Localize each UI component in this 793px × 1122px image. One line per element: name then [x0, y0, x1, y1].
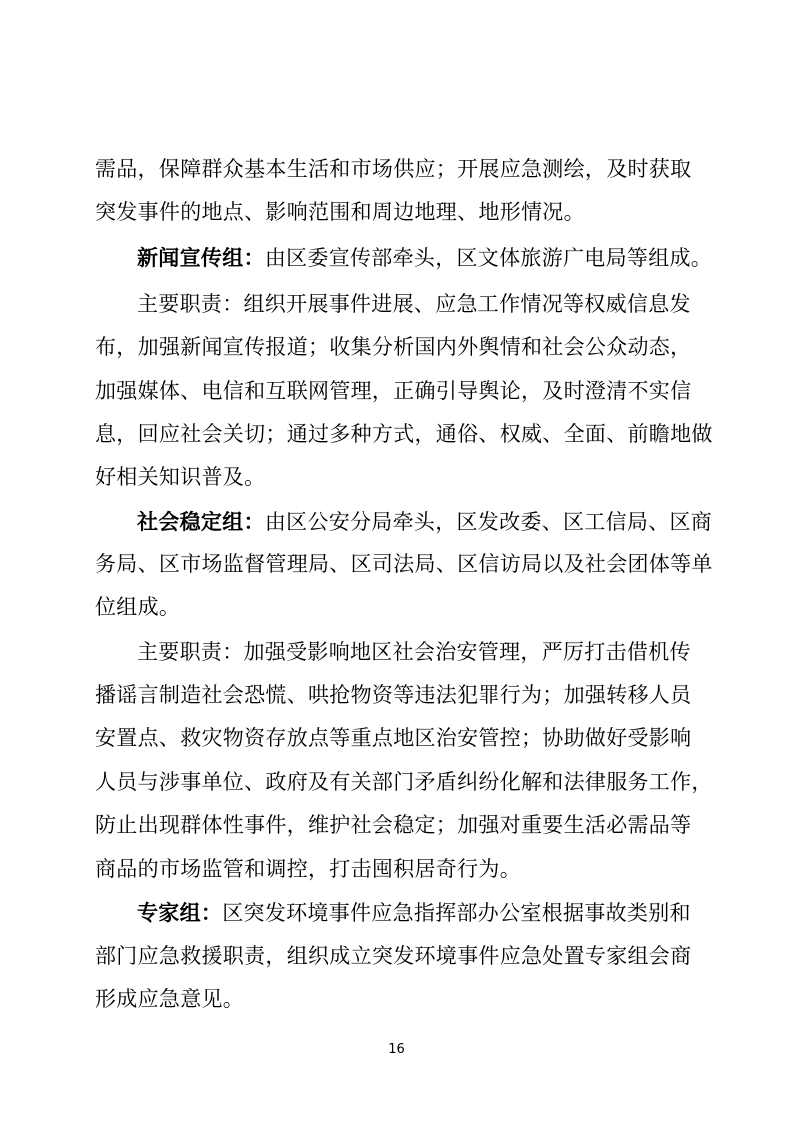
body-text-line — [95, 326, 715, 368]
body-text-line — [95, 761, 715, 803]
line-text: 部门应急救援职责，组织成立突发环境事件应急处置专家组会商 — [95, 944, 692, 968]
body-text-line — [95, 717, 715, 759]
body-text-line — [95, 935, 715, 977]
line-text: 由区公安分局牵头，区发改委、区工信局、区商 — [264, 510, 713, 534]
body-text-line — [95, 674, 715, 716]
body-text-line — [95, 370, 715, 412]
line-text: 好相关知识普及。 — [95, 465, 266, 489]
body-text-line — [95, 804, 715, 846]
line-text: 息，回应社会关切；通过多种方式，通俗、权威、全面、前瞻地做 — [95, 422, 713, 446]
section-heading-line — [137, 237, 757, 279]
line-text: 播谣言制造社会恐慌、哄抢物资等违法犯罪行为；加强转移人员 — [95, 683, 692, 707]
line-text: 主要职责：加强受影响地区社会治安管理，严厉打击借机传 — [137, 640, 691, 664]
line-text: 防止出现群体性事件，维护社会稳定；加强对重要生活必需品等 — [95, 813, 692, 837]
line-text: 布，加强新闻宣传报道；收集分析国内外舆情和社会公众动态， — [95, 335, 692, 359]
section-heading-line — [137, 501, 757, 543]
line-text: 商品的市场监管和调控，打击囤积居奇行为。 — [95, 857, 521, 881]
body-text-line — [95, 413, 715, 455]
body-text-line — [95, 191, 715, 233]
body-text-line — [95, 848, 715, 890]
line-text: 主要职责：组织开展事件进展、应急工作情况等权威信息发 — [137, 292, 691, 316]
section-lead-expert-group: 专家组： — [137, 901, 223, 925]
body-text-line — [95, 978, 715, 1020]
line-text: 由区委宣传部牵头，区文体旅游广电局等组成。 — [264, 246, 713, 270]
line-text: 安置点、救灾物资存放点等重点地区治安管控；协助做好受影响 — [95, 726, 692, 750]
line-text: 位组成。 — [95, 595, 181, 619]
body-text-line — [137, 631, 757, 673]
line-text: 形成应急意见。 — [95, 987, 245, 1011]
line-text: 务局、区市场监督管理局、区司法局、区信访局以及社会团体等单 — [95, 552, 713, 576]
page-number: 16 — [388, 1042, 405, 1057]
section-lead-social-stability: 社会稳定组： — [137, 510, 265, 534]
line-text: 人员与涉事单位、政府及有关部门矛盾纠纷化解和法律服务工作， — [95, 770, 713, 794]
body-text-line — [95, 456, 715, 498]
line-text: 需品，保障群众基本生活和市场供应；开展应急测绘，及时获取 — [95, 157, 692, 181]
body-text-line — [95, 586, 715, 628]
body-text-line — [137, 283, 757, 325]
line-text: 区突发环境事件应急指挥部办公室根据事故类别和 — [222, 901, 691, 925]
section-heading-line — [137, 892, 757, 934]
section-lead-news-publicity: 新闻宣传组： — [137, 246, 265, 270]
line-text: 加强媒体、电信和互联网管理，正确引导舆论，及时澄清不实信 — [95, 379, 692, 403]
line-text: 突发事件的地点、影响范围和周边地理、地形情况。 — [95, 200, 585, 224]
body-text-line — [95, 148, 715, 190]
body-text-line — [95, 543, 715, 585]
